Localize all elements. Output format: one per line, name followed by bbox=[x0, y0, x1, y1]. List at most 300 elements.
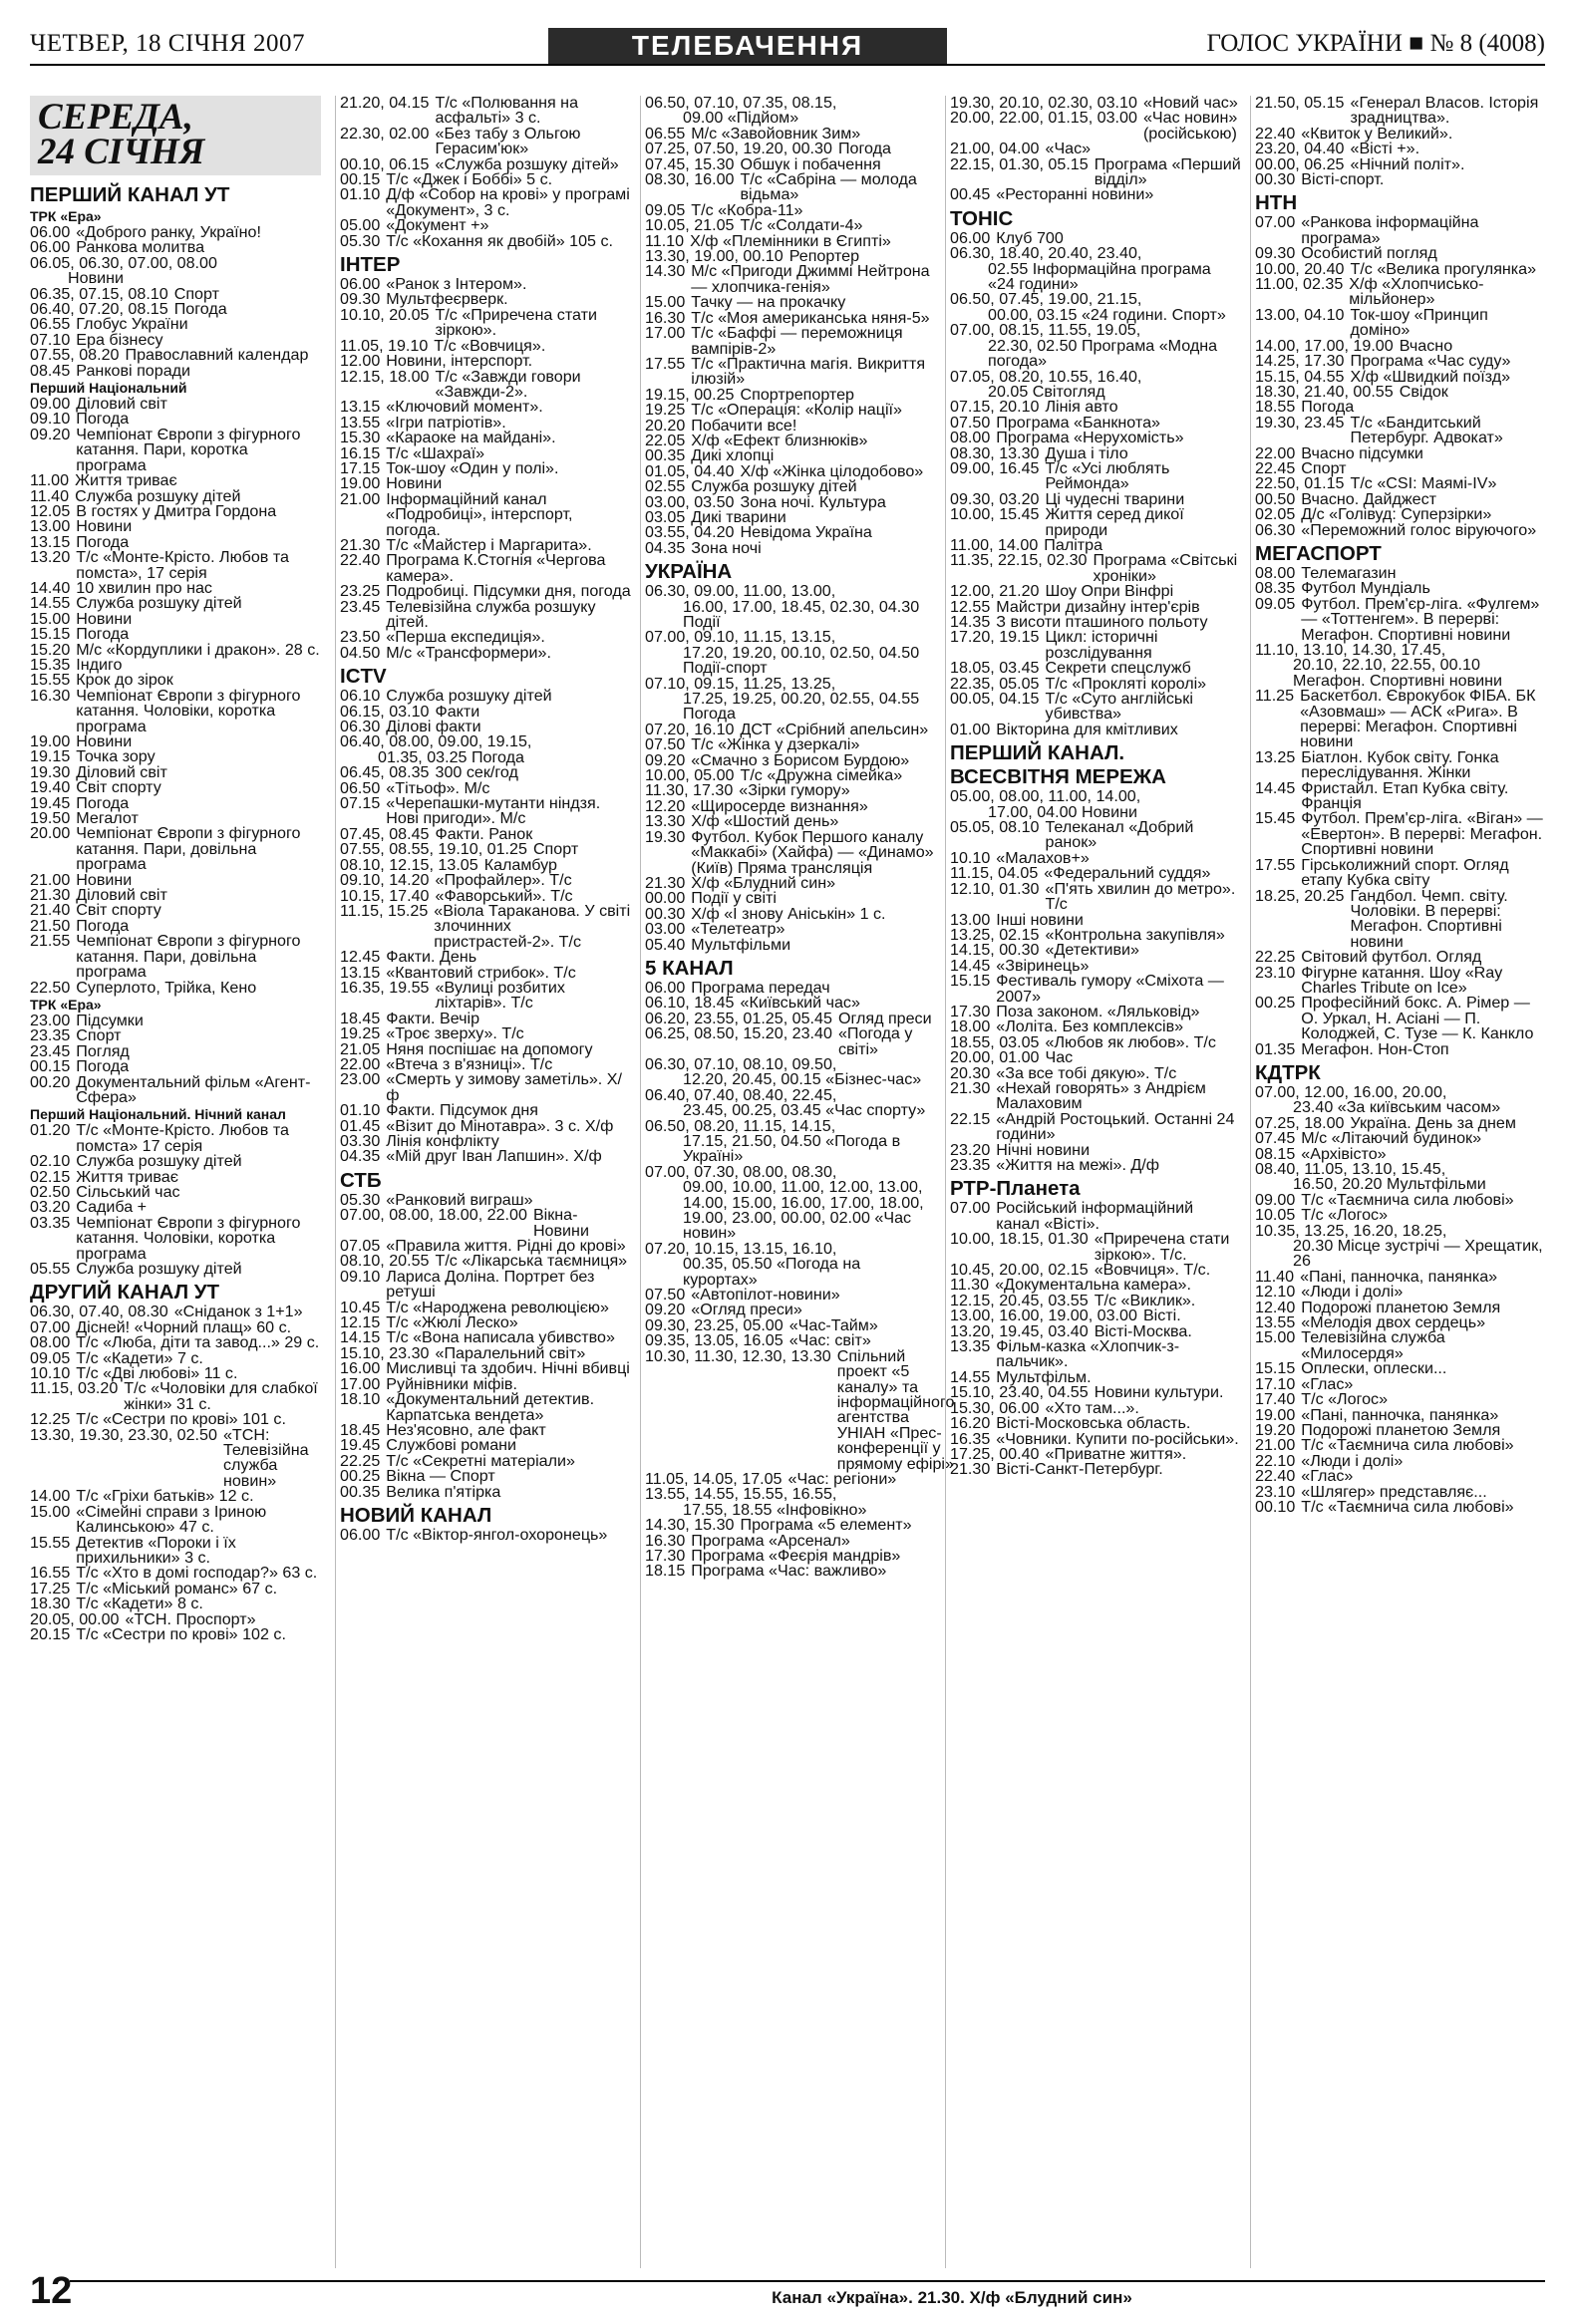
program-title: Світовий футбол. Огляд bbox=[1301, 948, 1482, 967]
program-title: Т/с «Виклик». bbox=[1094, 1291, 1196, 1309]
program-title: Т/с «Дві любові» 11 с. bbox=[76, 1364, 238, 1383]
program-entry bbox=[950, 1339, 1241, 1370]
program-title: Няня поспішає на допомогу bbox=[386, 1039, 593, 1058]
program-title: Мисливці та здобич. Нічні вбивці bbox=[386, 1359, 630, 1378]
program-title: В гостях у Дмитра Гордона bbox=[76, 501, 277, 520]
program-title: Т/с «CSI: Маямі-IV» bbox=[1350, 474, 1497, 493]
program-entry bbox=[950, 458, 1241, 493]
program-entry bbox=[30, 1041, 321, 1060]
program-title: «Сніданок з 1+1» bbox=[173, 1303, 303, 1321]
program-time: 09.05 bbox=[1255, 594, 1296, 613]
program-time: 15.30 bbox=[340, 429, 381, 447]
program-time: 09.30 bbox=[1255, 244, 1296, 263]
program-entry bbox=[1255, 1330, 1546, 1361]
program-title: «Час-Тайм» bbox=[788, 1315, 878, 1334]
program-time: 11.25 bbox=[1255, 687, 1295, 706]
program-title: «Документальна камера». bbox=[995, 1276, 1191, 1295]
program-time: 07.25, 07.50, 19.20, 00.30 bbox=[645, 140, 832, 158]
program-title: Ера бізнесу bbox=[76, 330, 163, 349]
program-time: 14.35 bbox=[950, 613, 991, 631]
program-time: 17.30 bbox=[950, 1002, 991, 1020]
program-title: Т/с «Моя американська няня-5» bbox=[691, 308, 930, 327]
program-time: 03.00, 03.50 bbox=[645, 492, 735, 511]
program-time: 00.10 bbox=[1255, 1497, 1296, 1516]
program-entry bbox=[1255, 594, 1546, 644]
program-entry bbox=[30, 361, 321, 380]
program-time: 07.20, 16.10 bbox=[645, 720, 735, 738]
program-time: 19.30 bbox=[30, 762, 71, 781]
program-time: 21.30 bbox=[340, 535, 381, 554]
program-title: «Квиток у Великий». bbox=[1301, 124, 1453, 143]
program-time: 22.15, 01.30, 05.15 bbox=[950, 154, 1089, 173]
program-time: 12.20 bbox=[645, 796, 686, 815]
program-time: 11.35, 22.15, 02.30 bbox=[950, 551, 1088, 570]
channel-heading: СТБ bbox=[340, 1168, 382, 1192]
program-title: Спорт bbox=[1301, 458, 1347, 477]
program-title: Огляд преси bbox=[837, 1009, 932, 1027]
program-title: М/с «Кордуплики і дракон». 28 с. bbox=[76, 640, 320, 659]
program-title: «Час» bbox=[1045, 140, 1092, 158]
program-title: Баскетбол. Єврокубок ФІБА. БК «Азовмаш» — АСК «Рига». В перерві: Мегафон. Спортивні новини bbox=[1300, 687, 1536, 751]
program-time: 12.15, 20.45, 03.55 bbox=[950, 1291, 1089, 1309]
program-time: 21.40 bbox=[30, 901, 71, 920]
program-time: 10.00, 20.40 bbox=[1255, 259, 1345, 278]
program-title: «Приречена стати зіркою». Т/с. bbox=[1094, 1230, 1230, 1264]
program-continuation: 16.50, 20.20 Мультфільми bbox=[1293, 1175, 1486, 1194]
program-title: «Любов як любов». Т/с bbox=[1045, 1032, 1216, 1051]
program-title: Професійний бокс. А. Рімер — О. Уркал, Н. Асіані — П. Колоджей, С. Тузе — К. Канкло bbox=[1301, 994, 1534, 1043]
program-continuation: 20.05 Світогляд bbox=[988, 382, 1105, 401]
program-title: «Ранковий виграш» bbox=[386, 1190, 533, 1209]
program-title: «Ресторанні новини» bbox=[996, 185, 1154, 204]
program-time: 12.05 bbox=[30, 501, 71, 520]
program-title: Т/с «Монте-Крісто. Любов та помста» 17 серія bbox=[76, 1121, 289, 1155]
program-time: 13.00 bbox=[30, 517, 71, 536]
program-time: 08.00 bbox=[950, 429, 991, 447]
program-continuation: 17.15, 21.50, 04.50 «Погода в Україні» bbox=[683, 1132, 901, 1166]
program-entry bbox=[30, 793, 321, 812]
program-entry bbox=[30, 1213, 321, 1263]
program-entry bbox=[1255, 963, 1546, 997]
program-time: 07.55, 08.20 bbox=[30, 346, 120, 365]
program-entry bbox=[30, 749, 321, 764]
program-time: 19.00 bbox=[30, 732, 71, 750]
program-time: 17.55 bbox=[645, 354, 686, 373]
program-time: 01.10 bbox=[340, 185, 381, 204]
program-title: «Пані, панночка, панянка» bbox=[1301, 1405, 1499, 1424]
program-title: Вісті-Москва. bbox=[1094, 1321, 1192, 1340]
program-title: «Час: регіони» bbox=[787, 1469, 897, 1488]
program-time: 13.15 bbox=[340, 398, 381, 417]
program-title: «Втеча з в'язниці». Т/с bbox=[386, 1054, 553, 1073]
program-title: Індиго bbox=[76, 655, 123, 674]
program-title: Т/с «Сабріна — молода відьма» bbox=[740, 170, 917, 204]
program-title: М/с «Завойовник Зим» bbox=[691, 124, 861, 143]
program-title: «Фаворський». Т/с bbox=[435, 886, 573, 905]
program-title: «Візит до Мінотавра». 3 с. Х/ф bbox=[386, 1116, 614, 1135]
program-title: Біатлон. Кубок світу. Гонка переслідування. Жінки bbox=[1301, 747, 1499, 782]
program-entry bbox=[950, 820, 1241, 851]
program-time: 22.25 bbox=[340, 1451, 381, 1470]
program-title: «Квантовий стрибок». Т/с bbox=[386, 963, 576, 982]
program-title: «Черепашки-мутанти ніндзя. Нові пригоди». М/с bbox=[386, 794, 601, 828]
program-title: Футбол Мундіаль bbox=[1301, 579, 1430, 598]
program-time: 08.45 bbox=[30, 361, 71, 380]
program-time: 07.20, 10.15, 13.15, 16.10, bbox=[645, 1239, 837, 1258]
program-time: 17.20, 19.15 bbox=[950, 628, 1040, 647]
program-title: Фестиваль гумору «Сміхота — 2007» bbox=[996, 972, 1224, 1006]
program-entry bbox=[340, 796, 631, 827]
program-title: Тачку — на прокачку bbox=[691, 293, 846, 312]
program-time: 23.20, 04.40 bbox=[1255, 140, 1345, 158]
tv-listings bbox=[30, 96, 1545, 2268]
program-continuation: 00.35, 05.50 «Погода на курортах» bbox=[683, 1255, 861, 1289]
program-title: Велика п'ятірка bbox=[386, 1482, 501, 1501]
program-time: 15.30, 06.00 bbox=[950, 1398, 1040, 1417]
program-entry bbox=[1255, 1361, 1546, 1376]
program-entry bbox=[30, 501, 321, 520]
program-title: Каламбур bbox=[483, 855, 557, 874]
program-time: 13.20, 19.45, 03.40 bbox=[950, 1321, 1089, 1340]
program-title: «П'ять хвилин до метро». Т/с bbox=[1045, 879, 1236, 914]
program-time: 07.50 bbox=[950, 413, 991, 432]
issue-date: ЧЕТВЕР, 18 СІЧНЯ 2007 bbox=[30, 30, 305, 57]
program-title: «Життя на межі». Д/ф bbox=[996, 1156, 1160, 1174]
program-time: 03.20 bbox=[30, 1198, 71, 1217]
program-continuation: 01.35, 03.25 Погода bbox=[378, 747, 524, 766]
program-time: 09.30, 03.20 bbox=[950, 489, 1040, 508]
program-time: 05.30 bbox=[340, 231, 381, 250]
program-time: 00.00 bbox=[645, 889, 686, 908]
program-time: 08.10, 20.55 bbox=[340, 1252, 430, 1271]
listing-column-4 bbox=[945, 96, 1241, 2268]
program-time: 07.00, 12.00, 16.00, 20.00, bbox=[1255, 1082, 1447, 1101]
program-time: 09.30 bbox=[340, 290, 381, 309]
program-title: «Час: світ» bbox=[788, 1331, 871, 1350]
program-title: «Ранок з Інтером». bbox=[386, 275, 527, 294]
program-continuation: 23.40 «За київським часом» bbox=[1293, 1098, 1501, 1117]
program-title: Україна. День за днем bbox=[1350, 1113, 1516, 1132]
program-time: 10.45 bbox=[340, 1298, 381, 1316]
program-entry bbox=[340, 458, 631, 477]
program-time: 18.55, 03.05 bbox=[950, 1032, 1040, 1051]
program-time: 15.15 bbox=[30, 625, 71, 644]
program-title: Програма «Перший відділ» bbox=[1094, 154, 1241, 189]
program-title: Факти. Ранок bbox=[435, 824, 533, 843]
program-entry bbox=[340, 187, 631, 218]
channel-heading: ДРУГИЙ КАНАЛ УТ bbox=[30, 1281, 220, 1305]
program-entry bbox=[340, 305, 631, 340]
program-title: Вісті-Санкт-Петербург. bbox=[996, 1460, 1163, 1479]
program-time: 23.35 bbox=[30, 1026, 71, 1045]
program-title: Фігурне катання. Шоу «Ray Charles Tribute on Ice» bbox=[1301, 963, 1503, 997]
program-time: 00.20 bbox=[30, 1072, 71, 1091]
program-time: 06.30, 18.40, 20.40, 23.40, bbox=[950, 244, 1142, 263]
program-entry bbox=[1255, 305, 1546, 340]
program-time: 12.00 bbox=[340, 352, 381, 371]
program-title: Суперлото, Трійка, Кено bbox=[76, 978, 257, 997]
program-title: Події у світі bbox=[691, 889, 777, 908]
program-entry bbox=[1255, 1374, 1546, 1393]
program-time: 04.50 bbox=[340, 643, 381, 662]
program-time: 19.00 bbox=[1255, 1405, 1296, 1424]
program-title: Ці чудесні тварини bbox=[1045, 489, 1185, 508]
program-title: Вікторина для кмітливих bbox=[996, 720, 1178, 738]
program-time: 21.30 bbox=[950, 1460, 991, 1479]
program-time: 22.25 bbox=[1255, 948, 1296, 967]
program-time: 22.00 bbox=[1255, 443, 1296, 462]
program-title: Вісті-Московська область. bbox=[996, 1414, 1191, 1433]
program-time: 21.30 bbox=[30, 886, 71, 905]
program-title: Спільний проект «5 каналу» та інформаційного агентства УНІАН «Прес-конференції у прямому ефірі» bbox=[836, 1346, 955, 1473]
program-title: Лінія авто bbox=[1045, 398, 1118, 417]
program-time: 22.50, 01.15 bbox=[1255, 474, 1345, 493]
program-time: 21.00 bbox=[1255, 1436, 1296, 1455]
program-title: «Приватне життя». bbox=[1045, 1444, 1187, 1463]
program-time: 14.15 bbox=[340, 1328, 381, 1347]
program-title: Т/с «Гріхи батьків» 12 с. bbox=[76, 1487, 254, 1506]
program-title: Життя серед дикої природи bbox=[1045, 505, 1184, 539]
program-title: Д/ф «Собор на крові» у програмі «Документ», 3 с. bbox=[386, 185, 630, 219]
program-time: 21.50, 05.15 bbox=[1255, 94, 1345, 112]
program-title: Православний календар bbox=[125, 346, 309, 365]
program-time: 00.00, 06.25 bbox=[1255, 154, 1345, 173]
program-time: 05.30 bbox=[340, 1190, 381, 1209]
program-time: 18.00 bbox=[950, 1017, 991, 1036]
program-title: Ток-шоу «Один у полі». bbox=[386, 458, 559, 477]
program-time: 21.00 bbox=[340, 489, 381, 508]
program-title: Т/с «Жінка у дзеркалі» bbox=[691, 735, 860, 754]
program-time: 00.10, 06.15 bbox=[340, 154, 430, 173]
program-time: 18.15 bbox=[645, 1562, 686, 1581]
program-title: Час bbox=[1045, 1048, 1074, 1067]
program-time: 00.30 bbox=[645, 904, 686, 923]
program-entry bbox=[30, 1425, 321, 1490]
program-title: «Перша експедиція». bbox=[386, 628, 545, 647]
program-title: Програма «Нерухомість» bbox=[996, 429, 1184, 447]
program-time: 00.35 bbox=[645, 446, 686, 465]
program-time: 12.25 bbox=[30, 1410, 71, 1429]
program-title: Службові романи bbox=[386, 1436, 517, 1455]
program-title: Т/с «Таємнича сила любові» bbox=[1301, 1497, 1514, 1516]
program-entry bbox=[645, 873, 936, 892]
program-entry bbox=[340, 702, 631, 721]
program-time: 07.45 bbox=[1255, 1129, 1296, 1148]
program-entry bbox=[1255, 413, 1546, 447]
program-time: 06.45, 08.35 bbox=[340, 763, 430, 782]
program-title bbox=[537, 734, 631, 749]
program-entry bbox=[950, 1109, 1241, 1144]
program-title: «Малахов+» bbox=[996, 848, 1090, 867]
footer-rule bbox=[70, 2280, 1545, 2282]
program-time: 22.40 bbox=[1255, 1467, 1296, 1486]
program-time: 18.55 bbox=[1255, 398, 1296, 417]
program-time: 14.40 bbox=[30, 578, 71, 597]
program-title: «Генерал Власов. Історія зрадництва». bbox=[1350, 94, 1539, 128]
program-time: 23.10 bbox=[1255, 963, 1296, 982]
program-time: 21.05 bbox=[340, 1039, 381, 1058]
program-entry bbox=[30, 934, 321, 980]
program-title: Чемпіонат Європи з фігурного катання. Пари, довільна програма bbox=[76, 932, 301, 982]
program-time: 23.45 bbox=[30, 1041, 71, 1060]
program-time: 19.45 bbox=[340, 1436, 381, 1455]
program-entry bbox=[30, 609, 321, 628]
program-time: 16.55 bbox=[30, 1564, 71, 1583]
program-time: 10.15, 17.40 bbox=[340, 886, 430, 905]
program-entry bbox=[30, 655, 321, 674]
program-time: 07.05, 08.20, 10.55, 16.40, bbox=[950, 367, 1142, 386]
program-title: Особистий погляд bbox=[1301, 244, 1437, 263]
program-time: 13.15 bbox=[30, 532, 71, 551]
program-title: Т/с «Майстер і Маргарита». bbox=[386, 535, 592, 554]
program-title: Т/с «Приречена стати зіркою». bbox=[435, 305, 597, 340]
program-title: Т/с «Міський романс» 67 с. bbox=[76, 1579, 278, 1598]
program-title: Сільський час bbox=[76, 1182, 180, 1201]
program-title: «Погода у світі» bbox=[837, 1024, 913, 1058]
program-time: 17.55 bbox=[1255, 855, 1296, 874]
program-title: «Документальний детектив. Карпатська вендета» bbox=[386, 1390, 595, 1424]
program-title: Новини bbox=[76, 732, 133, 750]
channel-subheading: ТРК «Ера» bbox=[30, 996, 102, 1013]
program-time: 15.55 bbox=[30, 671, 71, 690]
program-title: «Телетеатр» bbox=[691, 920, 785, 939]
program-title: Факти. Підсумок дня bbox=[386, 1101, 538, 1120]
program-title: Т/с «Сестри по крові» 102 с. bbox=[76, 1624, 286, 1643]
program-title: Т/с «Люба, діти та завод...» 29 с. bbox=[76, 1333, 320, 1352]
program-time: 14.45 bbox=[950, 956, 991, 975]
program-time: 04.35 bbox=[645, 538, 686, 557]
program-time: 19.45 bbox=[30, 793, 71, 812]
program-time: 07.00 bbox=[950, 1199, 991, 1218]
program-entry bbox=[340, 597, 631, 631]
program-title: «Правила життя. Рідні до крові» bbox=[386, 1237, 626, 1256]
program-title: Обшук і побачення bbox=[740, 154, 881, 173]
program-title: Зона ночі. Культура bbox=[740, 492, 886, 511]
newspaper-name: ГОЛОС УКРАЇНИ ■ № 8 (4008) bbox=[1206, 30, 1545, 57]
program-continuation: 16.00, 17.00, 18.45, 02.30, 04.30 Події bbox=[683, 597, 920, 631]
program-entry bbox=[645, 525, 936, 540]
program-title: Дикі тварини bbox=[691, 507, 786, 526]
program-time: 12.40 bbox=[1255, 1298, 1296, 1316]
program-continuation: 17.25, 19.25, 00.20, 02.55, 04.55 Погода bbox=[683, 690, 920, 724]
program-title: Чемпіонат Європи з фігурного катання. Пари, довільна програма bbox=[76, 824, 301, 874]
program-title: Погода bbox=[1301, 398, 1355, 417]
channel-subheading: ТРК «Ера» bbox=[30, 208, 102, 224]
program-title: Інформаційний канал «Подробиці», інтерспорт, погода. bbox=[386, 489, 573, 539]
listing-column-1 bbox=[30, 96, 321, 2268]
program-title: Подорожі планетою Земля bbox=[1301, 1298, 1501, 1316]
program-title: «Доброго ранку, Україно! bbox=[76, 223, 261, 241]
program-title: Телевізійна служба розшуку дітей. bbox=[386, 597, 596, 631]
program-title bbox=[1147, 370, 1241, 385]
program-time: 10.10 bbox=[30, 1364, 71, 1383]
program-entry bbox=[645, 1564, 936, 1579]
program-continuation: 02.55 Інформаційна програма «24 години» bbox=[988, 259, 1211, 294]
program-time: 07.00, 08.15, 11.55, 19.05, bbox=[950, 321, 1141, 340]
program-title: Т/с «Віктор-янгол-охоронець» bbox=[386, 1525, 608, 1544]
program-time: 11.05, 14.05, 17.05 bbox=[645, 1469, 783, 1488]
program-time: 07.10 bbox=[30, 330, 71, 349]
program-title: Програма «Банкнота» bbox=[996, 413, 1160, 432]
program-title: «Ігри патріотів». bbox=[386, 413, 506, 432]
program-time: 23.50 bbox=[340, 628, 381, 647]
program-title: Життя триває bbox=[76, 1167, 178, 1186]
program-title: Ділові факти bbox=[386, 718, 481, 736]
program-entry bbox=[340, 553, 631, 584]
program-time: 13.55 bbox=[1255, 1313, 1296, 1332]
program-time: 08.10, 12.15, 13.05 bbox=[340, 855, 478, 874]
program-time: 06.50 bbox=[340, 778, 381, 797]
program-time: 17.30 bbox=[645, 1546, 686, 1565]
program-title: Вікна — Спорт bbox=[386, 1467, 495, 1486]
program-title: «Федеральний суддя» bbox=[1044, 864, 1211, 883]
program-time: 09.20 bbox=[645, 1301, 686, 1319]
program-title: «Контрольна закупівля» bbox=[1045, 925, 1225, 944]
program-title: Гандбол. Чемп. світу. Чоловіки. В перерві: Мегафон. Спортивні новини bbox=[1350, 886, 1508, 951]
program-time: 17.00 bbox=[645, 324, 686, 343]
program-time: 13.15 bbox=[340, 963, 381, 982]
program-entry bbox=[645, 538, 936, 557]
program-time: 05.00, 08.00, 11.00, 14.00, bbox=[950, 787, 1141, 806]
program-time: 06.40, 08.00, 09.00, 19.15, bbox=[340, 732, 532, 751]
program-time: 11.00 bbox=[30, 471, 70, 490]
program-entry bbox=[30, 317, 321, 332]
program-title: Служба розшуку дітей bbox=[76, 594, 242, 613]
program-time: 10.10, 20.05 bbox=[340, 305, 430, 324]
program-title: Служба розшуку дітей bbox=[386, 687, 552, 706]
program-title: «Архівісто» bbox=[1301, 1144, 1387, 1163]
program-title: «Огляд преси» bbox=[691, 1301, 802, 1319]
program-time: 22.15 bbox=[950, 1109, 991, 1128]
program-time: 17.40 bbox=[1255, 1390, 1296, 1409]
program-continuation: 22.30, 02.50 Програма «Модна погода» bbox=[988, 336, 1218, 371]
program-continuation: 17.00, 04.00 Новини bbox=[988, 802, 1137, 821]
program-time: 00.45 bbox=[950, 185, 991, 204]
program-time: 18.25, 20.25 bbox=[1255, 886, 1345, 905]
program-title: Т/с «Прокляті королі» bbox=[1045, 674, 1207, 693]
program-title: Т/с «Вовчиця». bbox=[434, 336, 546, 355]
program-title: Телеканал «Добрий ранок» bbox=[1045, 818, 1194, 852]
program-time: 15.00 bbox=[30, 609, 71, 628]
program-title: Чемпіонат Європи з фігурного катання. Чоловіки, коротка програма bbox=[76, 1213, 301, 1263]
program-time: 10.00, 15.45 bbox=[950, 505, 1040, 524]
program-title: Програма «Час суду» bbox=[1350, 352, 1511, 371]
program-title: Життя триває bbox=[75, 471, 177, 490]
program-title: «Вовчиця». Т/с. bbox=[1094, 1261, 1211, 1280]
program-continuation: 12.20, 20.45, 00.15 «Бізнес-час» bbox=[683, 1070, 922, 1089]
program-title: «ТСН: Телевізійна служба новин» bbox=[222, 1425, 309, 1490]
program-title: 300 сек/год bbox=[435, 763, 518, 782]
program-title: Невідома Україна bbox=[740, 523, 872, 542]
program-time: 14.25, 17.30 bbox=[1255, 352, 1345, 371]
program-time: 22.40 bbox=[340, 551, 381, 570]
channel-heading: УКРАЇНА bbox=[645, 560, 733, 584]
program-time: 02.10 bbox=[30, 1152, 71, 1171]
program-time: 22.50 bbox=[30, 978, 71, 997]
program-title: «Глас» bbox=[1301, 1374, 1354, 1393]
program-entry bbox=[30, 425, 321, 474]
program-time: 06.50, 07.45, 19.00, 21.15, bbox=[950, 290, 1142, 309]
program-time: 06.05, 06.30, 07.00, 08.00 bbox=[30, 253, 217, 272]
program-title: «Щиросерде визнання» bbox=[691, 796, 868, 815]
program-entry bbox=[30, 1123, 321, 1154]
program-entry bbox=[30, 762, 321, 781]
program-time: 07.10, 09.15, 11.25, 13.25, bbox=[645, 674, 836, 693]
program-time: 15.35 bbox=[30, 655, 71, 674]
program-title: Ранкова молитва bbox=[76, 238, 205, 257]
program-time: 13.00, 16.00, 19.00, 03.00 bbox=[950, 1307, 1137, 1325]
program-entry bbox=[30, 1182, 321, 1201]
